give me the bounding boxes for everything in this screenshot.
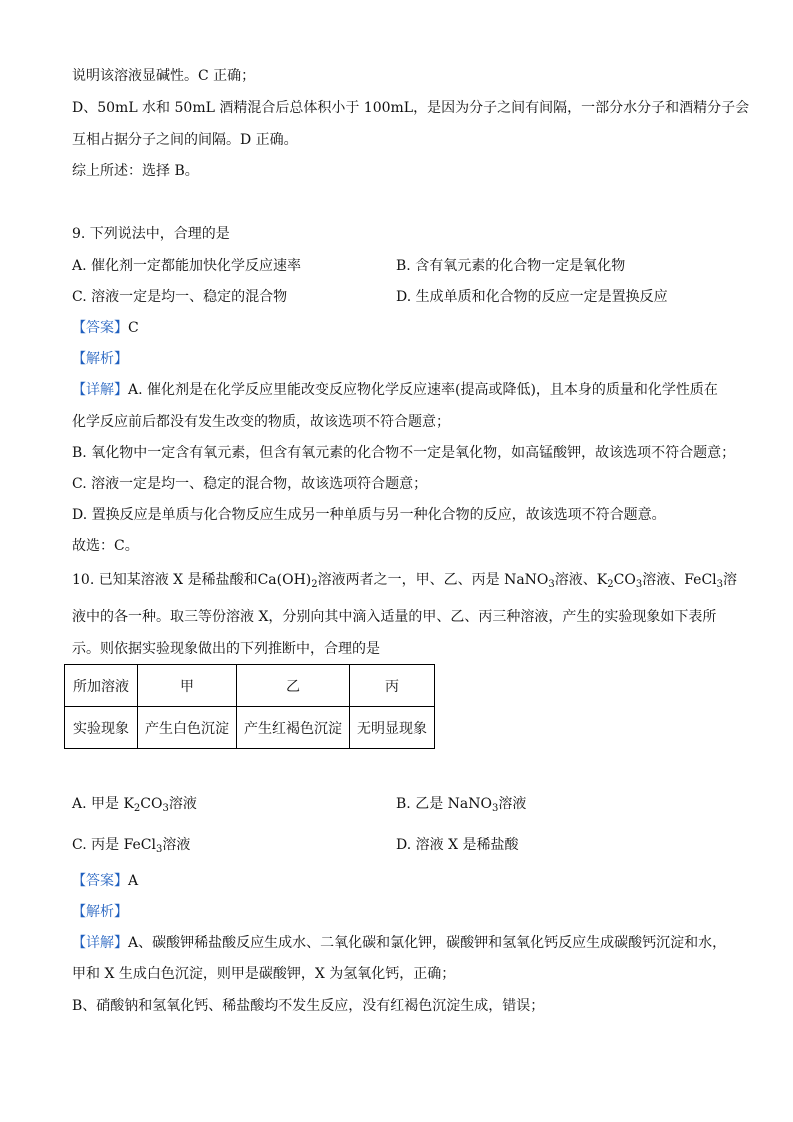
q10-answer-value: A — [128, 873, 139, 889]
q10-option-b-pre: B. 乙是 NaNO — [396, 796, 492, 812]
formula-caoh2 — [258, 572, 318, 588]
q10-detail-text-1: A、碳酸钾稀盐酸反应生成水、二氧化碳和氯化钾，碳酸钾和氢氧化钙反应生成碳酸钙沉淀和水， — [128, 935, 727, 951]
table-cell: 实验现象 — [65, 707, 138, 749]
q9-detail-text-1: A. 催化剂是在化学反应里能改变反应物化学反应速率(提高或降低)，且本身的质量和化学性质在 — [128, 382, 718, 398]
q10-stem-line-1 — [72, 570, 737, 590]
q10-stem-part-5: 溶液、FeCl — [642, 572, 717, 588]
q8-text-line-2: D、50mL 水和 50mL 酒精混合后总体积小于 100mL，是因为分子之间有间隔，一部分水分子和酒精分子会 — [72, 100, 750, 116]
q10-option-b — [396, 794, 526, 814]
q10-option-a-sub-1: 2 — [133, 803, 141, 814]
q10-detail-line-3: B、硝酸钠和氢氧化钙、稀盐酸均不发生反应，没有红褐色沉淀生成，错误； — [72, 998, 545, 1014]
table-cell: 产生红褐色沉淀 — [237, 707, 350, 749]
q10-option-b-sub: 3 — [491, 803, 499, 814]
experiment-table — [64, 664, 435, 749]
table-cell: 产生白色沉淀 — [138, 707, 237, 749]
q9-detail-line-3: B. 氧化物中一定含有氧元素，但含有氧元素的化合物不一定是氧化物，如高锰酸钾，故该选项不符合题意； — [72, 445, 736, 461]
table-header-cell: 丙 — [350, 665, 435, 707]
formula-k2co3-sub-2: 3 — [635, 579, 643, 590]
q9-detail-line-5: D. 置换反应是单质与化合物反应生成另一种单质与另一种化合物的反应，故该选项不符合题意。 — [72, 507, 666, 523]
q9-detail-line-1 — [72, 380, 718, 400]
q9-detail-line-4: C. 溶液一定是均一、稳定的混合物，故该选项符合题意； — [72, 476, 428, 492]
q10-option-c — [72, 835, 190, 855]
formula-nano3-sub: 3 — [548, 579, 555, 590]
table-row — [65, 707, 435, 749]
q10-option-c-pre: C. 丙是 FeCl — [72, 837, 156, 853]
q8-text-line-1: 说明该溶液显碱性。C 正确； — [72, 68, 256, 84]
q10-option-a-post: 溶液 — [168, 796, 197, 812]
q9-option-b: B. 含有氧元素的化合物一定是氧化物 — [396, 258, 626, 274]
q10-option-c-sub: 3 — [156, 844, 163, 855]
q10-analysis-label: 【解析】 — [72, 904, 128, 920]
q10-option-a-pre: A. 甲是 K — [72, 796, 134, 812]
q9-analysis-label: 【解析】 — [72, 351, 128, 367]
q9-option-c: C. 溶液一定是均一、稳定的混合物 — [72, 289, 288, 305]
q10-option-a-mid: CO — [140, 796, 163, 812]
q10-stem-part-6: 溶 — [723, 572, 738, 588]
table-header-cell: 乙 — [237, 665, 350, 707]
formula-caoh2-sub: 2 — [311, 579, 318, 590]
table-header-cell: 甲 — [138, 665, 237, 707]
q10-answer-label: 【答案】 — [72, 873, 128, 889]
table-row — [65, 665, 435, 707]
q10-stem-part-1: 10. 已知某溶液 X 是稀盐酸和 — [72, 572, 258, 588]
q9-detail-label: 【详解】 — [72, 382, 128, 398]
q9-answer — [72, 318, 139, 338]
formula-fecl3-sub: 3 — [716, 579, 724, 590]
q10-option-a — [72, 794, 197, 814]
formula-k2co3-sub-1: 2 — [607, 579, 614, 590]
q10-stem-part-2: 溶液两者之一，甲、乙、丙是 NaNO — [317, 572, 549, 588]
table-cell: 无明显现象 — [350, 707, 435, 749]
q10-detail-line-2: 甲和 X 生成白色沉淀，则甲是碳酸钾，X 为氢氧化钙，正确； — [72, 966, 456, 982]
q9-stem: 9. 下列说法中，合理的是 — [72, 226, 230, 242]
q9-answer-value: C — [128, 320, 139, 336]
q9-option-d: D. 生成单质和化合物的反应一定是置换反应 — [396, 289, 668, 305]
q9-answer-label: 【答案】 — [72, 320, 128, 336]
table-header-cell: 所加溶液 — [65, 665, 138, 707]
q10-detail-line-1 — [72, 933, 726, 953]
q10-option-d: D. 溶液 X 是稀盐酸 — [396, 837, 519, 853]
q10-option-a-sub-2: 3 — [162, 803, 169, 814]
q10-stem-line-3: 示。则依据实验现象做出的下列推断中，合理的是 — [72, 641, 380, 657]
q9-option-a: A. 催化剂一定都能加快化学反应速率 — [72, 258, 302, 274]
q10-detail-label: 【详解】 — [72, 935, 128, 951]
q10-answer — [72, 871, 138, 891]
formula-caoh2-main: Ca(OH) — [257, 572, 312, 588]
q10-option-b-post: 溶液 — [498, 796, 527, 812]
q9-conclusion: 故选：C。 — [72, 538, 139, 554]
q8-text-line-3: 互相占据分子之间的间隔。D 正确。 — [72, 132, 298, 148]
q10-stem-part-3: 溶液、K — [554, 572, 608, 588]
q10-stem-line-2: 液中的各一种。取三等份溶液 X，分别向其中滴入适量的甲、乙、丙三种溶液，产生的实验现象如下表所 — [72, 609, 717, 625]
q8-conclusion: 综上所述：选择 B。 — [72, 163, 199, 179]
q9-detail-line-2: 化学反应前后都没有发生改变的物质，故该选项不符合题意； — [72, 414, 450, 430]
q10-stem-part-4: CO — [613, 572, 636, 588]
q10-option-c-post: 溶液 — [162, 837, 191, 853]
